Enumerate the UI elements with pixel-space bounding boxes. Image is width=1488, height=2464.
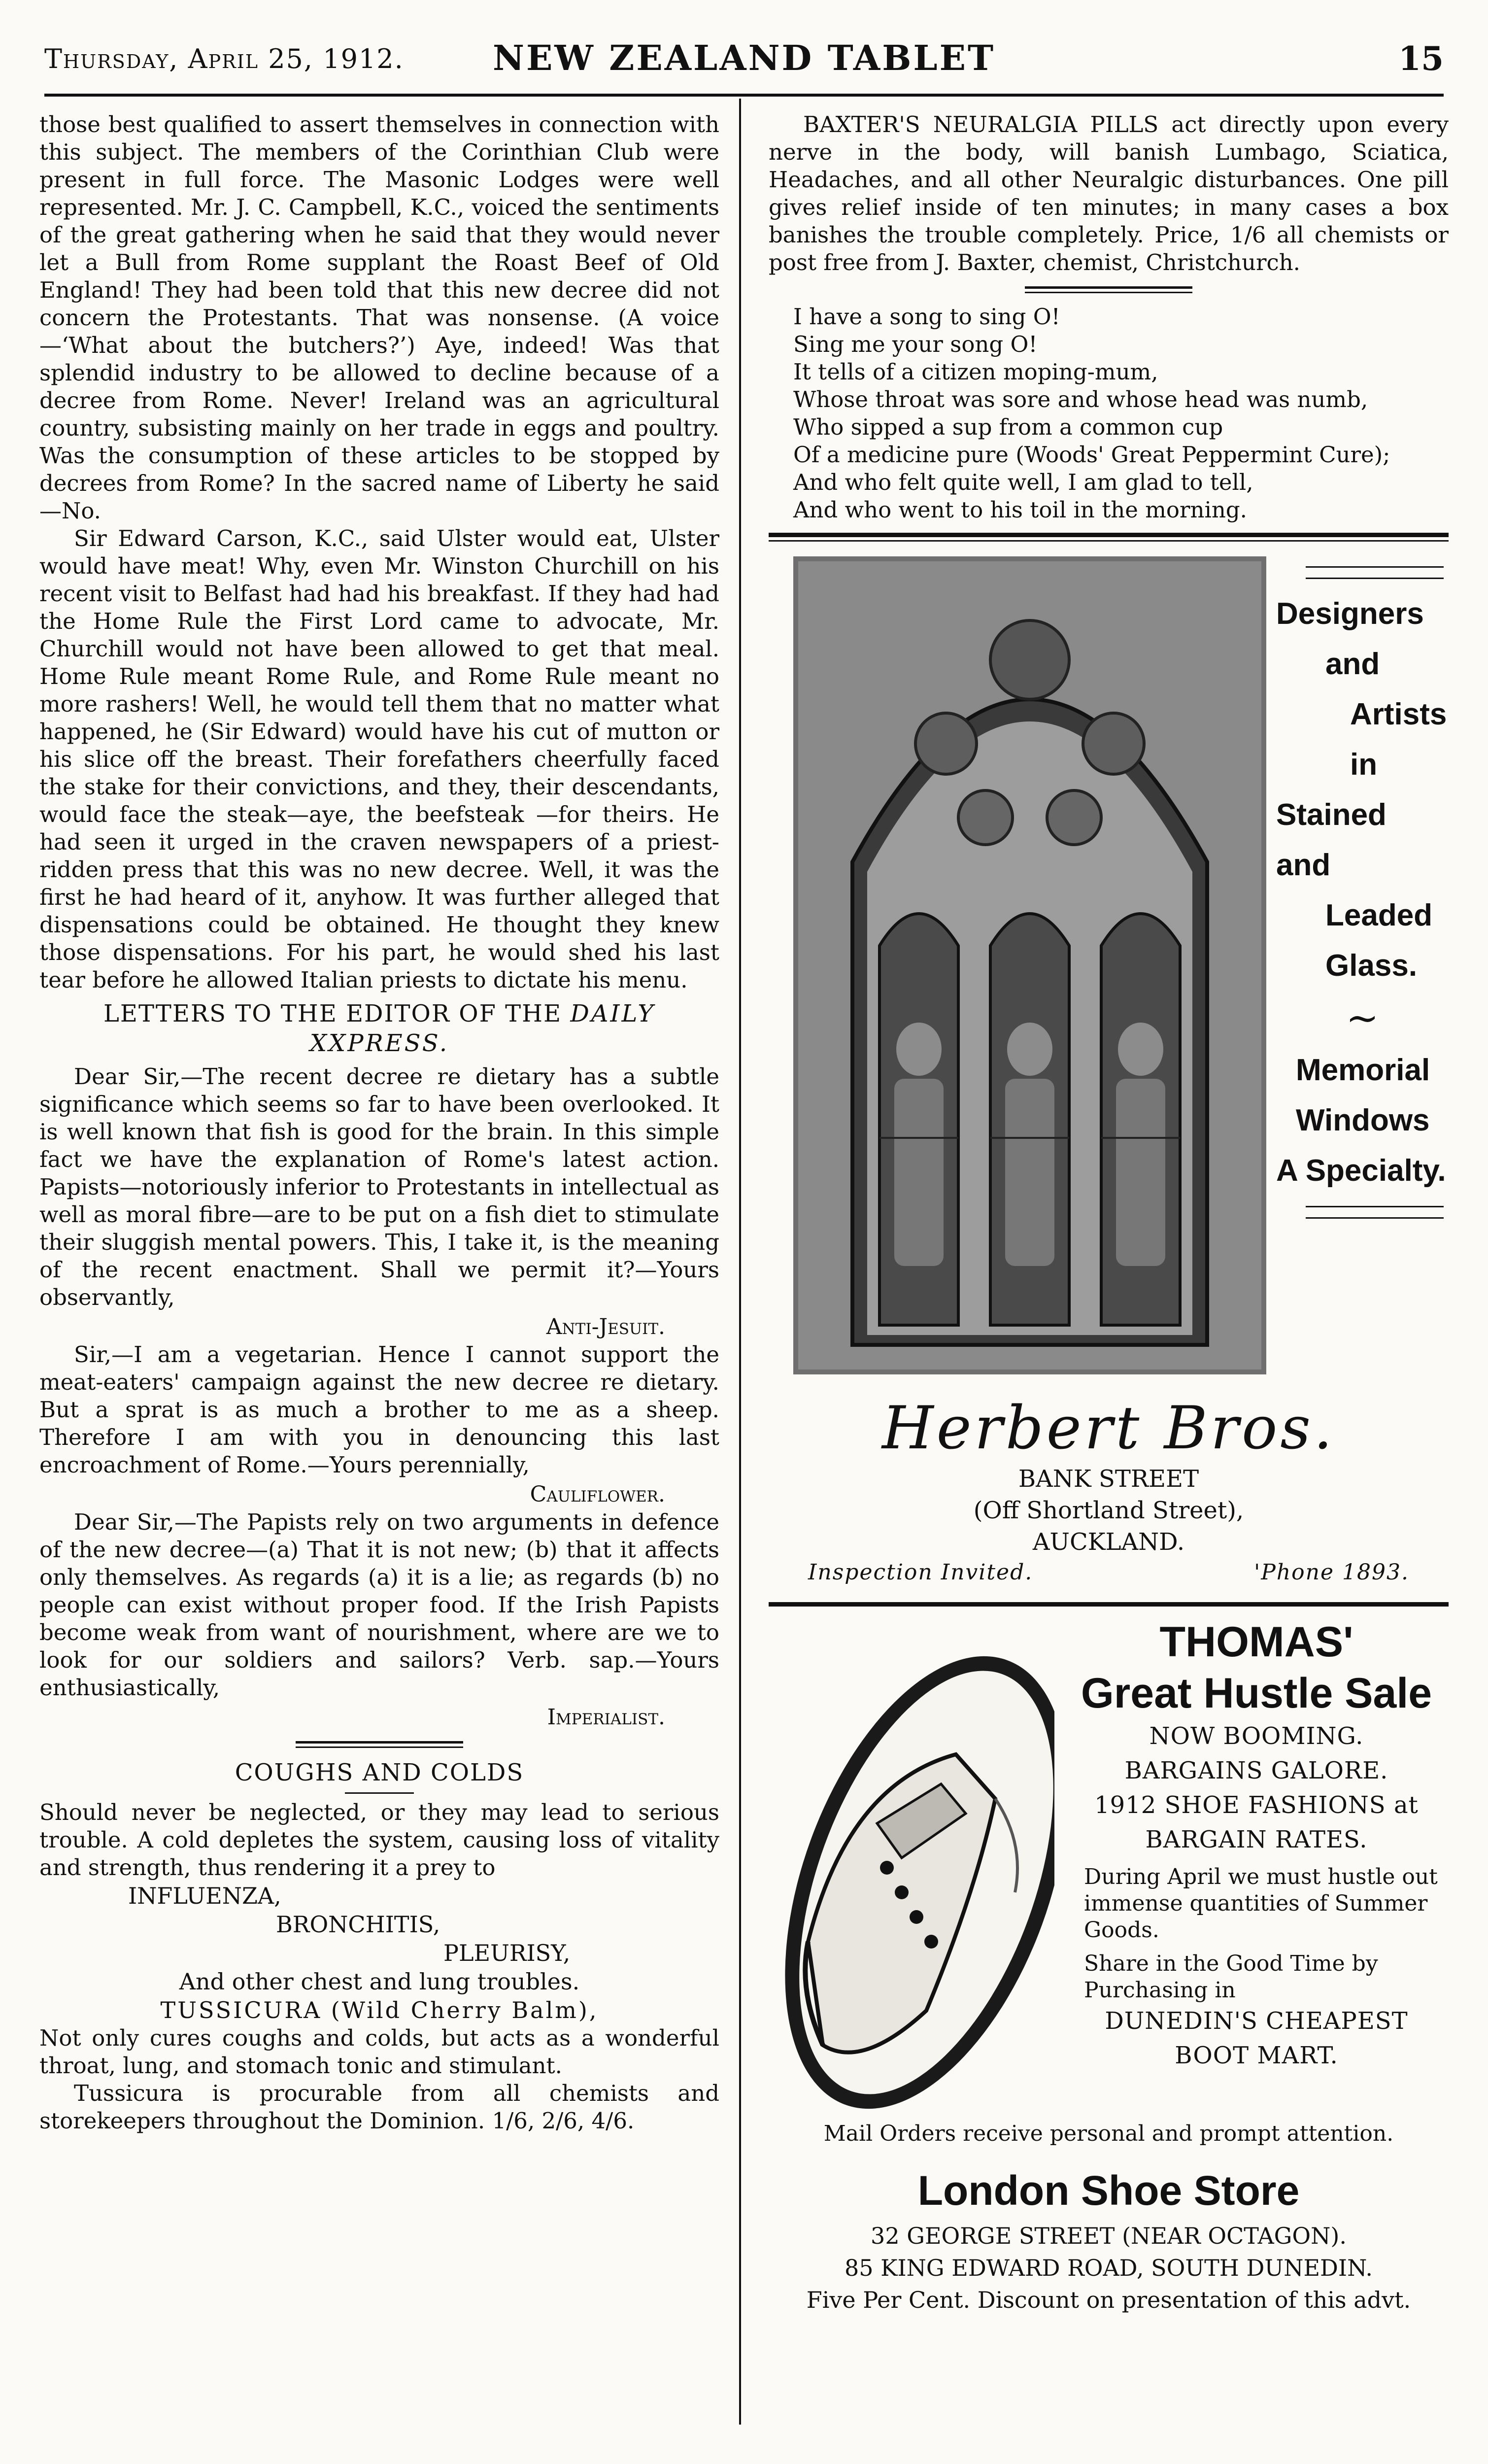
- page-header: [44, 34, 1444, 89]
- sale-title: Great Hustle Sale: [1081, 1670, 1432, 1717]
- ad-rule: [769, 533, 1449, 537]
- right-column: [769, 111, 1449, 2313]
- column-divider: [739, 99, 741, 2425]
- ad-paragraph: Should never be neglected, or they may lead to serious trouble. A cold depletes the system, causing loss of vitality and strength, thus rendering it a prey to: [39, 1799, 719, 1881]
- section-divider: [296, 1741, 463, 1748]
- verse-line: And who felt quite well, I am glad to tell,: [793, 469, 1253, 495]
- ad-rule: [1306, 1217, 1444, 1219]
- sale-line: BOOT MART.: [1175, 2042, 1338, 2069]
- letter-signature: Imperialist.: [547, 1705, 665, 1730]
- letter-body: Sir,—I am a vegetarian. Hence I cannot support the meat-eaters' campaign against the new decree re dietary. But a sprat is as much a brother to me as a sheep. Therefore I am with you in denouncing this last encroachment of Rome.—Yours perennially,: [39, 1341, 719, 1478]
- ad-line: Windows: [1296, 1103, 1430, 1137]
- ad-rule: [1306, 578, 1444, 579]
- page-number: 15: [1398, 39, 1444, 78]
- ad-line: Glass.: [1325, 949, 1418, 983]
- verse-line: Who sipped a sup from a common cup: [793, 414, 1223, 440]
- left-column: [39, 111, 719, 2135]
- letter-signature: Cauliflower.: [530, 1482, 665, 1507]
- header-rule: [44, 94, 1444, 97]
- sale-paragraph: Share in the Good Time by Purchasing in: [1084, 1951, 1378, 2003]
- ailment-influenza: INFLUENZA,: [128, 1882, 281, 1909]
- shoe-ad-text: [1064, 1616, 1449, 2073]
- ad-line: Stained and: [1276, 798, 1387, 882]
- letter-body: Dear Sir,—The recent decree re dietary has a subtle significance which seems so far to have been overlooked. It is well known that fish is good for the brain. In this simple fact we have the explanation of Rome's latest action. Papists—notoriously inferior to Protestants in intellectual as well as moral fibre—are to be put on a fish diet to stimulate their sluggish mental powers. This, I take it, is the meaning of the recent enactment. Shall we permit it?—Yours observantly,: [39, 1063, 719, 1310]
- letters-heading: [39, 999, 719, 1058]
- phone-number: 'Phone 1893.: [1254, 1560, 1409, 1585]
- tussicura-name: TUSSICURA (Wild Cherry Balm),: [160, 1997, 599, 2023]
- sale-line: BARGAIN RATES.: [1145, 1826, 1368, 1853]
- ad-rule: [769, 1602, 1449, 1607]
- letter-signature: Anti-Jesuit.: [546, 1314, 665, 1339]
- baxter-ad: BAXTER'S NEURALGIA PILLS act directly upon every nerve in the body, will banish Lumbago, Sciatica, Headaches, and all other Neuralgic disturbances. One pill gives relief inside of ten minutes; in many cases a box banishes the trouble completely. Price, 1/6 all chemists or post free from J. Baxter, chemist, Christchurch.: [769, 111, 1449, 275]
- shoe-illustration: [778, 1636, 1054, 2129]
- shoe-sale-ad: [769, 1607, 1449, 2313]
- sale-line: NOW BOOMING.: [1149, 1722, 1364, 1750]
- ad-line: Designers: [1276, 597, 1424, 631]
- store-owner: THOMAS': [1159, 1618, 1353, 1666]
- article-paragraph: those best qualified to assert themselves in connection with this subject. The members of the Corinthian Club were present in full force. The Masonic Lodges were well represented. Mr. J. C. Campbell, K.C., voiced the sentiments of the great gathering when he said that they would never let a Bull from Rome supplant the Roast Beef of Old England! They had been told that this new decree did not concern the Protestants. That was nonsense. (A voice—‘What about the butchers?’) Aye, indeed! Was that splendid industry to be allowed to decline because of a decree from Rome. Never! Ireland was an agricultural country, subsisting mainly on her trade in eggs and poultry. Was the consumption of these articles to be stopped by decrees from Rome? In the sacred name of Liberty he said—No.: [39, 111, 719, 524]
- verse-line: And who went to his toil in the morning.: [793, 497, 1247, 523]
- stained-glass-window-illustration: [793, 556, 1266, 1374]
- letter-body: Dear Sir,—The Papists rely on two arguments in defence of the new decree—(a) That it is not new; (b) that it affects only themselves. As regards (a) it is a lie; as regards (b) no people can exist without proper food. If the Irish Papists become weak from want of nourishment, where are we to look for our soldiers and sailors? Verb. sap.—Yours enthusiastically,: [39, 1509, 719, 1701]
- ornament-icon: ~: [1346, 995, 1379, 1041]
- sale-line: BARGAINS GALORE.: [1124, 1757, 1388, 1784]
- verse-block: [769, 303, 1449, 524]
- verse-line: Sing me your song O!: [793, 331, 1038, 357]
- ad-paragraph: Not only cures coughs and colds, but acts as a wonderful throat, lung, and stomach tonic and stimulant.: [39, 2025, 719, 2079]
- verse-line: I have a song to sing O!: [793, 304, 1060, 330]
- discount-note: Five Per Cent. Discount on presentation of this advt.: [806, 2287, 1411, 2313]
- ad-line: A Specialty.: [1276, 1154, 1446, 1188]
- issue-date: Thursday, April 25, 1912.: [44, 43, 404, 74]
- sale-line: 1912 SHOE FASHIONS at: [1094, 1791, 1419, 1819]
- store-address: 85 KING EDWARD ROAD, SOUTH DUNEDIN.: [844, 2255, 1373, 2281]
- sale-paragraph: During April we must hustle out immense quantities of Summer Goods.: [1084, 1864, 1438, 1943]
- verse-line: Whose throat was sore and whose head was numb,: [793, 386, 1368, 412]
- ad-line: Leaded: [1325, 898, 1433, 932]
- firm-cross-street: (Off Shortland Street),: [973, 1497, 1244, 1524]
- letters-heading-text: LETTERS TO THE EDITOR OF THE: [103, 1000, 562, 1027]
- coughs-heading: COUGHS AND COLDS: [235, 1759, 524, 1786]
- letters-heading-paper: DAILY XXPRESS.: [309, 1000, 655, 1057]
- section-divider: [1025, 286, 1192, 293]
- window-ad-text: [1276, 556, 1449, 1229]
- firm-street: BANK STREET: [1018, 1465, 1199, 1493]
- mail-order-note: Mail Orders receive personal and prompt attention.: [823, 2121, 1394, 2146]
- store-name: London Shoe Store: [917, 2167, 1300, 2214]
- ailment-bronchitis: BRONCHITIS,: [276, 1911, 440, 1938]
- ad-paragraph: Tussicura is procurable from all chemists and storekeepers throughout the Dominion. 1/6, 2/6, 4/6.: [39, 2080, 719, 2134]
- ailment-pleurisy: PLEURISY,: [443, 1940, 571, 1966]
- ad-line: in: [1350, 748, 1378, 782]
- store-address: 32 GEORGE STREET (NEAR OCTAGON).: [871, 2223, 1347, 2249]
- ailment-other: And other chest and lung troubles.: [179, 1968, 580, 1995]
- masthead-title: NEW ZEALAND TABLET: [492, 37, 996, 78]
- ad-line: Memorial: [1296, 1053, 1430, 1087]
- ad-rule: [1306, 1206, 1444, 1207]
- inspection-note: Inspection Invited.: [808, 1560, 1033, 1585]
- verse-line: It tells of a citizen moping-mum,: [793, 359, 1158, 385]
- stained-glass-ad: [769, 542, 1449, 1389]
- sale-line: DUNEDIN'S CHEAPEST: [1105, 2007, 1408, 2035]
- firm-name: Herbert Bros.: [881, 1394, 1336, 1463]
- verse-line: Of a medicine pure (Woods' Great Peppermint Cure);: [793, 442, 1390, 468]
- ad-line: Artists: [1350, 697, 1447, 731]
- ad-line: and: [1325, 647, 1380, 681]
- firm-contact-row: [769, 1558, 1449, 1587]
- heading-rule: [345, 1792, 414, 1794]
- ad-rule: [1306, 566, 1444, 568]
- firm-city: AUCKLAND.: [1032, 1528, 1185, 1556]
- article-paragraph: Sir Edward Carson, K.C., said Ulster would eat, Ulster would have meat! Why, even Mr. Winston Churchill on his recent visit to Belfast had had his breakfast. If they had had the Home Rule the First Lord came to advocate, Mr. Churchill would not have been allowed to get that meal. Home Rule meant Rome Rule, and Rome Rule meant no more rashers! Well, he would tell them that no matter what happened, he (Sir Edward) would have his cut of mutton or his slice off the breast. Their forefathers cheerfully faced the stake for their convictions, and they, their descendants, would face the steak—aye, the beefsteak —for theirs. He had seen it urged in the craven newspapers of a priest-ridden press that this was no new decree. Well, it was the first he had heard of it, anyhow. It was further alleged that dispensations could be obtained. He thought they knew those dispensations. For his part, he would shed his last tear before he allowed Italian priests to dictate his menu.: [39, 525, 719, 993]
